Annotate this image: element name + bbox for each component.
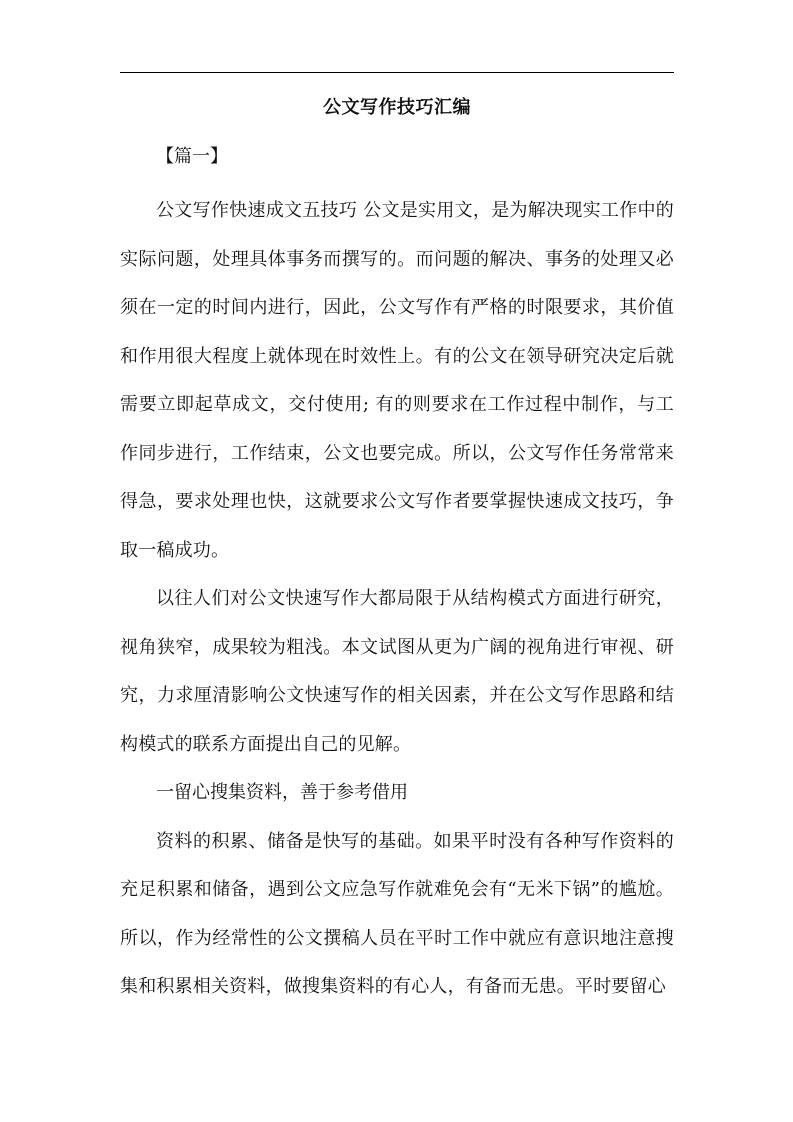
header-rule [120,72,674,73]
paragraph: 以往人们对公文快速写作大都局限于从结构模式方面进行研究，视角狭窄，成果较为粗浅。本文试图从更为广阔的视角进行审视、研究，力求厘清影响公文快速写作的相关因素，并在公文写作思路和结构模式的联系方面提出自己的见解。 [120,588,674,755]
paragraph: 资料的积累、储备是快写的基础。如果平时没有各种写作资料的充足积累和储备，遇到公文应急写作就难免会有“无米下锅”的尴尬。所以，作为经常性的公文撰稿人员在平时工作中就应有意识地注意搜集和积累相关资料，做搜集资料的有心人，有备而无患。平时要留心 [120,830,674,997]
document-title: 公文写作技巧汇编 [323,97,471,118]
subheading: 一留心搜集资料，善于参考借用 [156,782,408,803]
section-label: 【篇一】 [156,146,228,167]
document-body [120,92,674,1012]
paragraph: 公文写作快速成文五技巧 公文是实用文，是为解决现实工作中的实际问题，处理具体事务而撰写的。而问题的解决、事务的处理又必须在一定的时间内进行，因此，公文写作有严格的时限要求，其价值和作用很大程度上就体现在时效性上。有的公文在领导研究决定后就需要立即起草成文，交付使用; 有的则要求在工作过程中制作，与工作同步进行，工作结束，公文也要完成。所以，公文写作任务常常来得急，要求处理也快，这就要求公文写作者要掌握快速成文技巧，争取一稿成功。 [120,200,674,561]
